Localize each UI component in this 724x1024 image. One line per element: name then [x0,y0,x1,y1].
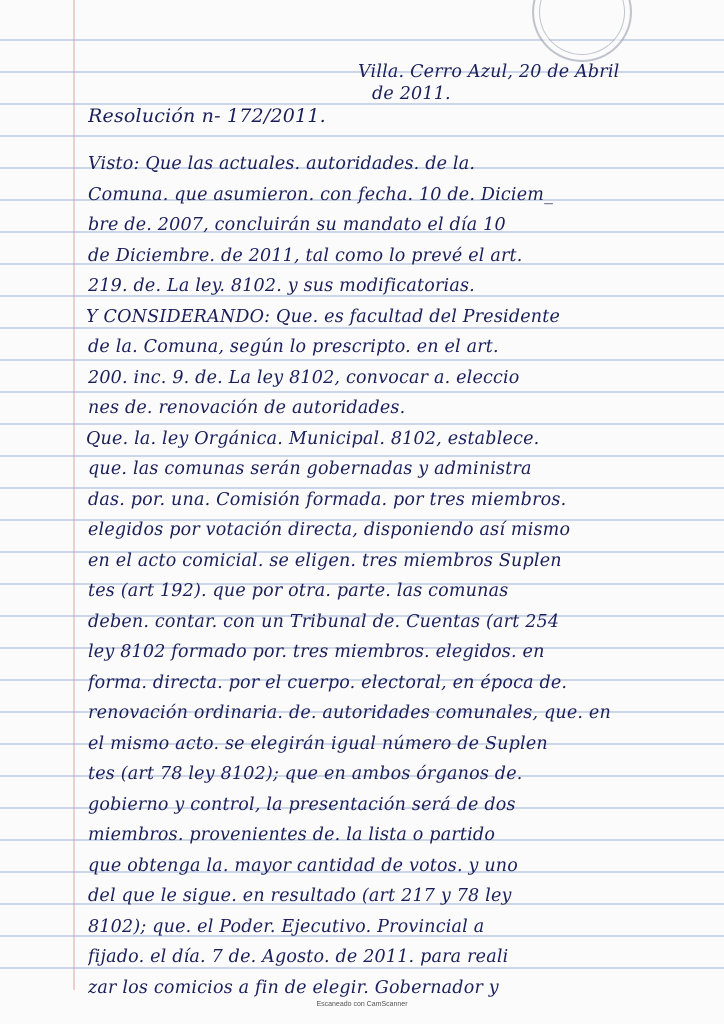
body-line: forma. directa. por el cuerpo. electoral, en época de. [88,672,568,693]
body-line: das. por. una. Comisión formada. por tres miembros. [88,489,567,510]
body-line: nes de. renovación de autoridades. [88,398,406,418]
body-line: 219. de. La ley. 8102. y sus modificatorias. [88,276,475,296]
body-line: renovación ordinaria. de. autoridades comunales, que. en [88,703,611,723]
body-line: bre de. 2007, concluirán su mandato el día 10 [88,215,506,235]
body-line: deben. contar. con un Tribunal de. Cuentas (art 254 [88,611,560,632]
body-line: en el acto comicial. se eligen. tres miembros Suplen [88,550,562,571]
body-line: gobierno y control, la presentación será de dos [88,794,516,815]
body-line: el mismo acto. se elegirán igual número de Suplen [88,733,548,754]
body-line: tes (art 192). que por otra. parte. las comunas [88,581,509,601]
body-line: zar los comicios a fin de elegir. Gobernador y [88,977,499,998]
body-line: tes (art 78 ley 8102); que en ambos órganos de. [88,764,523,784]
body-line: Comuna. que asumieron. con fecha. 10 de. Diciem_ [88,184,554,205]
resolution-number: Resolución n- 172/2011. [88,105,326,127]
body-line: que. las comunas serán gobernadas y administra [88,459,532,479]
body-line: Que. la. ley Orgánica. Municipal. 8102, establece. [86,428,540,449]
body-line: fijado. el día. 7 de. Agosto. de 2011. para reali [88,947,509,967]
place-date-line-2: de 2011. [372,84,451,104]
body-line: miembros. provenientes de. la lista o partido [88,825,496,845]
body-line: que obtenga la. mayor cantidad de votos. y uno [88,855,519,876]
body-line: 8102); que. el Poder. Ejecutivo. Provincial a [88,916,485,937]
body-line: ley 8102 formado por. tres miembros. elegidos. en [88,642,545,662]
body-line: de la. Comuna, según lo prescripto. en el art. [88,337,499,357]
scanner-watermark: Escaneado con CamScanner [316,1001,408,1008]
body-line: Visto: Que las actuales. autoridades. de la. [88,154,476,174]
body-line: 200. inc. 9. de. La ley 8102, convocar a. eleccio [88,367,520,388]
body-line: Y CONSIDERANDO: Que. es facultad del Presidente [86,306,561,327]
body-line: de Diciembre. de 2011, tal como lo prevé el art. [88,245,523,266]
body-line: elegidos por votación directa, disponiendo así mismo [88,520,571,540]
place-date-line-1: Villa. Cerro Azul, 20 de Abril [358,62,620,82]
body-line: del que le sigue. en resultado (art 217 y 78 ley [88,886,512,906]
